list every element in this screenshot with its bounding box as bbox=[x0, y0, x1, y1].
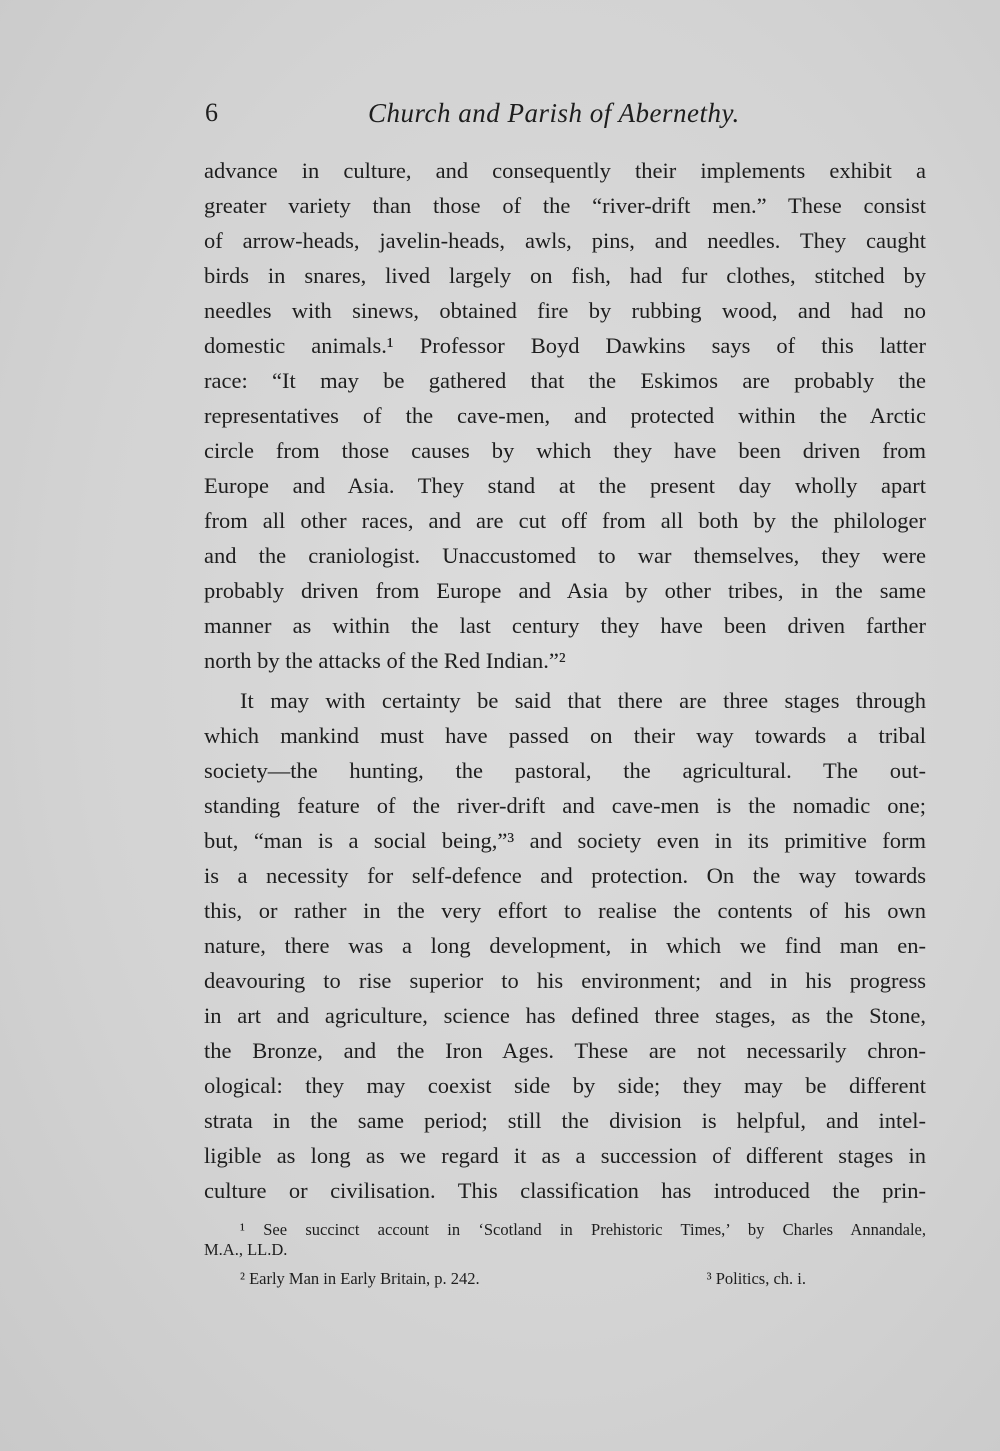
text-line: representatives of the cave-men, and protected within the Arctic bbox=[204, 403, 926, 428]
footnote-1: ¹ See succinct account in ‘Scotland in Prehistoric Times,’ by Charles Annandale, bbox=[240, 1220, 926, 1239]
text-line: this, or rather in the very effort to realise the contents of his own bbox=[204, 898, 926, 923]
text-line: race: “It may be gathered that the Eskimos are probably the bbox=[204, 368, 926, 393]
text-line: culture or civilisation. This classification has introduced the prin- bbox=[204, 1178, 926, 1203]
text-line: deavouring to rise superior to his environment; and in his progress bbox=[204, 968, 926, 993]
text-line: ligible as long as we regard it as a succession of different stages in bbox=[204, 1143, 926, 1168]
footnote-1-continued: M.A., LL.D. bbox=[204, 1240, 288, 1259]
text-line: needles with sinews, obtained fire by rubbing wood, and had no bbox=[204, 298, 926, 323]
text-line: greater variety than those of the “river-drift men.” These consist bbox=[204, 193, 926, 218]
footnotes bbox=[204, 1220, 926, 1289]
text-line: and the craniologist. Unaccustomed to war themselves, they were bbox=[204, 543, 926, 568]
text-line: probably driven from Europe and Asia by other tribes, in the same bbox=[204, 578, 926, 603]
text-line: nature, there was a long development, in which we find man en- bbox=[204, 933, 926, 958]
running-head bbox=[205, 98, 925, 138]
running-title: Church and Parish of Abernethy. bbox=[368, 98, 740, 128]
text-line: Europe and Asia. They stand at the present day wholly apart bbox=[204, 473, 926, 498]
text-line: but, “man is a social being,”³ and society even in its primitive form bbox=[204, 828, 926, 853]
paragraph-start-line: It may with certainty be said that there are three stages through bbox=[240, 688, 926, 713]
text-line: from all other races, and are cut off from all both by the philologer bbox=[204, 508, 926, 533]
text-line: manner as within the last century they have been driven farther bbox=[204, 613, 926, 638]
text-line: domestic animals.¹ Professor Boyd Dawkins says of this latter bbox=[204, 333, 926, 358]
text-line: which mankind must have passed on their way towards a tribal bbox=[204, 723, 926, 748]
text-line: the Bronze, and the Iron Ages. These are not necessarily chron- bbox=[204, 1038, 926, 1063]
text-line: of arrow-heads, javelin-heads, awls, pins, and needles. They caught bbox=[204, 228, 926, 253]
text-line: in art and agriculture, science has defined three stages, as the Stone, bbox=[204, 1003, 926, 1028]
page-number: 6 bbox=[205, 98, 218, 127]
footnote-3: ³ Politics, ch. i. bbox=[706, 1269, 806, 1288]
text-line: circle from those causes by which they have been driven from bbox=[204, 438, 926, 463]
text-line: society—the hunting, the pastoral, the agricultural. The out- bbox=[204, 758, 926, 783]
text-line: birds in snares, lived largely on fish, had fur clothes, stitched by bbox=[204, 263, 926, 288]
text-line: standing feature of the river-drift and cave-men is the nomadic one; bbox=[204, 793, 926, 818]
body-text bbox=[204, 153, 926, 1208]
text-line: strata in the same period; still the division is helpful, and intel- bbox=[204, 1108, 926, 1133]
text-line: is a necessity for self-defence and protection. On the way towards bbox=[204, 863, 926, 888]
footnote-2: ² Early Man in Early Britain, p. 242. bbox=[240, 1269, 480, 1288]
text-line: advance in culture, and consequently their implements exhibit a bbox=[204, 158, 926, 183]
text-line: north by the attacks of the Red Indian.”² bbox=[204, 648, 566, 673]
text-line: ological: they may coexist side by side; they may be different bbox=[204, 1073, 926, 1098]
